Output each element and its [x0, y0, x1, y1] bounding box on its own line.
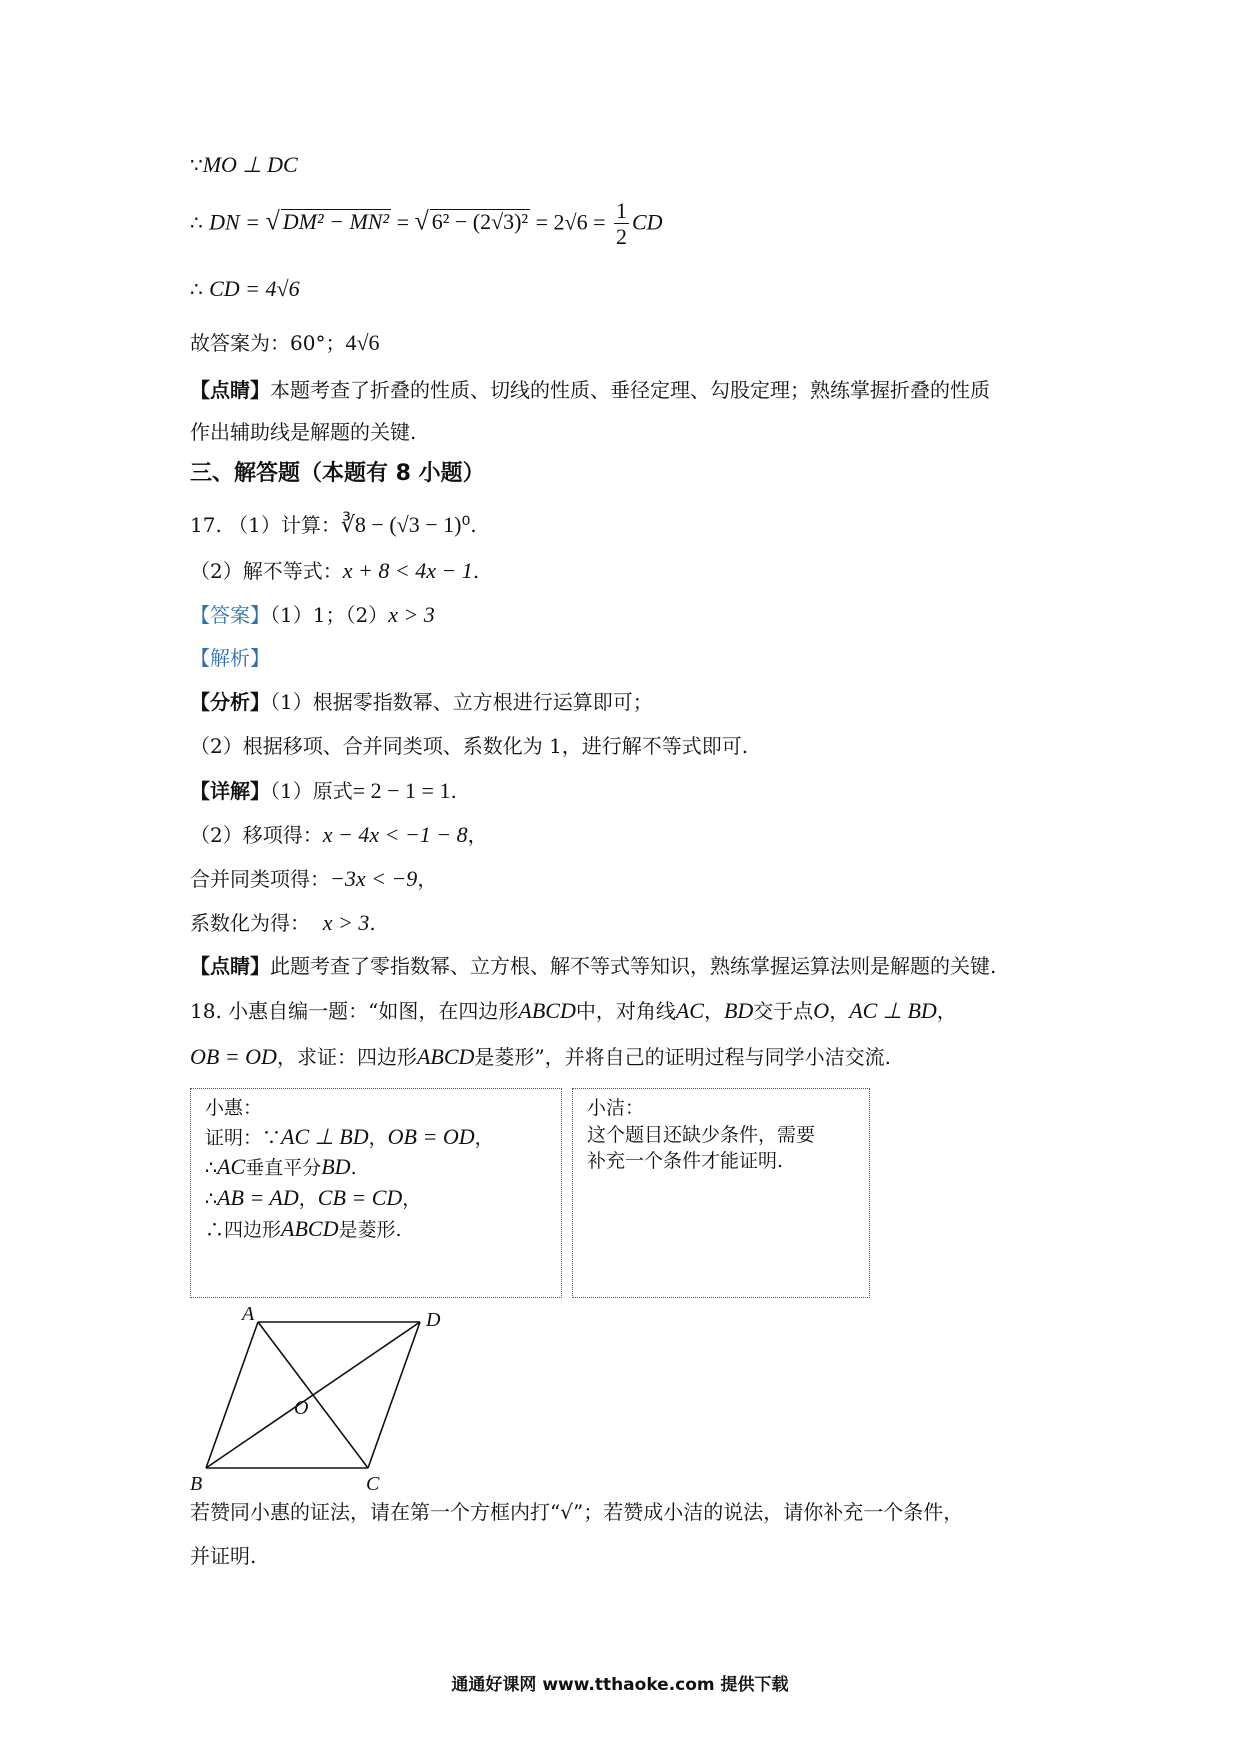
- xiaojie-line-1: 这个题目还缺少条件，需要: [587, 1123, 816, 1146]
- answer-line: [190, 602, 435, 628]
- xiangjie-tag: 【详解】: [190, 779, 270, 803]
- step-transpose-math: x − 4x < −1 − 8: [322, 822, 468, 847]
- q18-instruction-2: 并证明.: [190, 1544, 257, 1568]
- xiaojie-label: 小洁：: [587, 1097, 645, 1119]
- step-combine-math: −3x < −9: [330, 866, 418, 891]
- proof-line-1: [205, 1122, 547, 1153]
- fenxi-tag: 【分析】: [190, 690, 270, 714]
- proof-text: 证明：∵: [205, 1126, 282, 1149]
- math-two-root-six: = 2√6 =: [530, 209, 611, 235]
- jiexi-tag: 【解析】: [190, 646, 270, 670]
- q18-instruction-1: 若赞同小惠的证法，请在第一个方框内打“√”；若赞成小洁的说法，请你补充一个条件，: [190, 1500, 964, 1524]
- period: .: [369, 911, 376, 935]
- xiaojie-comment-box[interactable]: [572, 1088, 870, 1298]
- comma: ，: [417, 867, 438, 891]
- proof-line-2: [205, 1152, 547, 1183]
- math-ac: AC: [217, 1154, 246, 1180]
- xiaohui-label: 小惠：: [205, 1097, 263, 1119]
- comma: ，: [467, 823, 488, 847]
- math-ac-perp-bd: AC ⊥ BD: [849, 998, 937, 1023]
- sqrt-sign: √: [414, 206, 429, 236]
- math-cd: CD: [631, 209, 663, 235]
- dianjing2-text: 此题考查了零指数幂、立方根、解不等式等知识，熟练掌握运算法则是解题的关键.: [270, 954, 997, 978]
- dianjing-text: 本题考查了折叠的性质、切线的性质、垂径定理、勾股定理；熟练掌握折叠的性质: [270, 378, 990, 402]
- q18-text-a: 18. 小惠自编一题：“如图，在四边形: [190, 999, 519, 1023]
- answer-tag: 【答案】: [190, 603, 270, 627]
- q17-part1-text: 17. （1）计算：: [190, 513, 341, 537]
- xiaohui-proof-box[interactable]: [190, 1088, 562, 1298]
- q17-part2-text: （2）解不等式：: [190, 559, 343, 583]
- q17-part1-math: ∛8 − (√3 − 1)⁰: [340, 512, 471, 537]
- rhombus-figure: [180, 1300, 460, 1500]
- q18-line-1: [190, 998, 957, 1024]
- proof-line-3: [205, 1183, 547, 1214]
- comma: ，: [368, 1126, 388, 1149]
- period: .: [350, 1157, 357, 1180]
- step-coefficient-text: 系数化为得：: [190, 911, 310, 935]
- q18-text-d: 交于点: [753, 999, 814, 1023]
- dianjing-line-2: [190, 420, 416, 444]
- fraction-one-half: [614, 198, 629, 250]
- answer-summary-text: 故答案为：60°；: [190, 331, 346, 355]
- step-transpose: [190, 822, 488, 848]
- xiangjie-math: = 2 − 1 = 1: [352, 778, 451, 803]
- step-transpose-text: （2）移项得：: [190, 823, 323, 847]
- cd-result-line: [190, 276, 300, 302]
- xiangjie-line: [190, 778, 457, 804]
- proof-text: 是菱形.: [338, 1218, 402, 1241]
- answer-text: （1）1；（2）: [270, 603, 389, 627]
- proof-line-4: [205, 1214, 547, 1245]
- diagonal-bd: [206, 1322, 420, 1468]
- q18-text-end: 是菱形”，并将自己的证明过程与同学小洁交流.: [474, 1045, 891, 1069]
- xiaojie-line-2: 补充一个条件才能证明.: [587, 1150, 784, 1173]
- math-bd: BD: [321, 1154, 351, 1180]
- xiangjie-text: （1）原式: [270, 779, 353, 803]
- fenxi-text: （1）根据零指数幂、立方根进行运算即可；: [270, 690, 653, 714]
- comma: ，: [474, 1126, 494, 1149]
- dianjing-line-1: [190, 378, 990, 402]
- sqrt-sign: √: [265, 206, 280, 236]
- math-ac-perp-bd: AC ⊥ BD: [281, 1123, 369, 1149]
- period: .: [470, 513, 477, 537]
- dianjing-tag: 【点睛】: [190, 378, 270, 402]
- therefore-symbol: ∴: [205, 1157, 218, 1180]
- answer-summary-line: [190, 330, 380, 356]
- q18-text-b: 中，对角线: [575, 999, 676, 1023]
- q17-part2: [190, 558, 479, 584]
- fraction-numerator: 1: [615, 198, 627, 223]
- period: .: [450, 779, 457, 803]
- because-mo-perp-dc: [190, 152, 298, 178]
- label-b: B: [190, 1473, 203, 1495]
- dianjing-text-cont: 作出辅助线是解题的关键.: [190, 420, 417, 444]
- math-ac: AC: [675, 998, 704, 1023]
- math-cb-eq-cd: CB = CD: [317, 1185, 403, 1211]
- label-o: O: [294, 1397, 309, 1419]
- side-cd: [368, 1322, 420, 1468]
- math-mo-perp-dc: MO ⊥ DC: [202, 152, 298, 177]
- label-d: D: [426, 1309, 441, 1331]
- therefore-symbol: ∴: [205, 1188, 218, 1211]
- label-a: A: [242, 1303, 255, 1325]
- math-dn-eq: DN =: [209, 209, 266, 235]
- dianjing2-line: [190, 954, 996, 978]
- therefore-symbol: ∴: [190, 210, 203, 235]
- answer-math: x > 3: [388, 602, 435, 627]
- math-equals: =: [391, 209, 415, 235]
- step-coefficient-math: x > 3: [322, 910, 370, 935]
- comma: ，: [936, 999, 957, 1023]
- math-bd: BD: [723, 998, 754, 1023]
- math-abcd: ABCD: [281, 1215, 339, 1241]
- math-cd-result: CD = 4√6: [209, 276, 300, 301]
- fenxi-line-2: （2）根据移项、合并同类项、系数化为 1，进行解不等式即可.: [190, 734, 749, 758]
- math-ob-eq-od: OB = OD: [190, 1044, 277, 1069]
- math-ab-eq-ad: AB = AD: [217, 1185, 299, 1211]
- math-ob-eq-od: OB = OD: [387, 1123, 475, 1149]
- page-footer: 通通好课网 www.tthaoke.com 提供下载: [451, 1675, 789, 1695]
- math-abcd: ABCD: [518, 998, 576, 1023]
- step-coefficient: [190, 910, 376, 936]
- radicand-dm-mn: DM² − MN²: [282, 209, 390, 235]
- section-title: 三、解答题（本题有 8 小题）: [190, 461, 485, 486]
- math-abcd: ABCD: [416, 1044, 475, 1069]
- proof-text: ∴四边形: [205, 1218, 282, 1241]
- fraction-denominator: 2: [615, 224, 627, 250]
- label-c: C: [366, 1473, 380, 1495]
- math-four-root-six: 4√6: [345, 330, 380, 355]
- comma: ，: [829, 999, 850, 1023]
- step-combine-text: 合并同类项得：: [190, 867, 330, 891]
- fenxi-line-1: [190, 690, 653, 714]
- dn-formula-line: [190, 198, 663, 250]
- comma: ，: [298, 1188, 318, 1211]
- period: .: [472, 559, 480, 583]
- q18-text-prove: ，求证：四边形: [276, 1045, 417, 1069]
- comma: ，: [703, 999, 724, 1023]
- because-symbol: ∵: [190, 153, 203, 177]
- proof-text: 垂直平分: [245, 1157, 322, 1180]
- q17-part1: [190, 512, 477, 538]
- step-combine: [190, 866, 437, 892]
- math-o: O: [813, 998, 830, 1023]
- q18-line-2: [190, 1044, 891, 1070]
- q17-part2-math: x + 8 < 4x − 1: [342, 558, 473, 583]
- therefore-symbol: ∴: [190, 277, 203, 301]
- dianjing2-tag: 【点睛】: [190, 954, 270, 978]
- comma: ，: [402, 1188, 422, 1211]
- side-ab: [206, 1322, 258, 1468]
- radicand-numeric: 6² − (2√3)²: [431, 209, 529, 235]
